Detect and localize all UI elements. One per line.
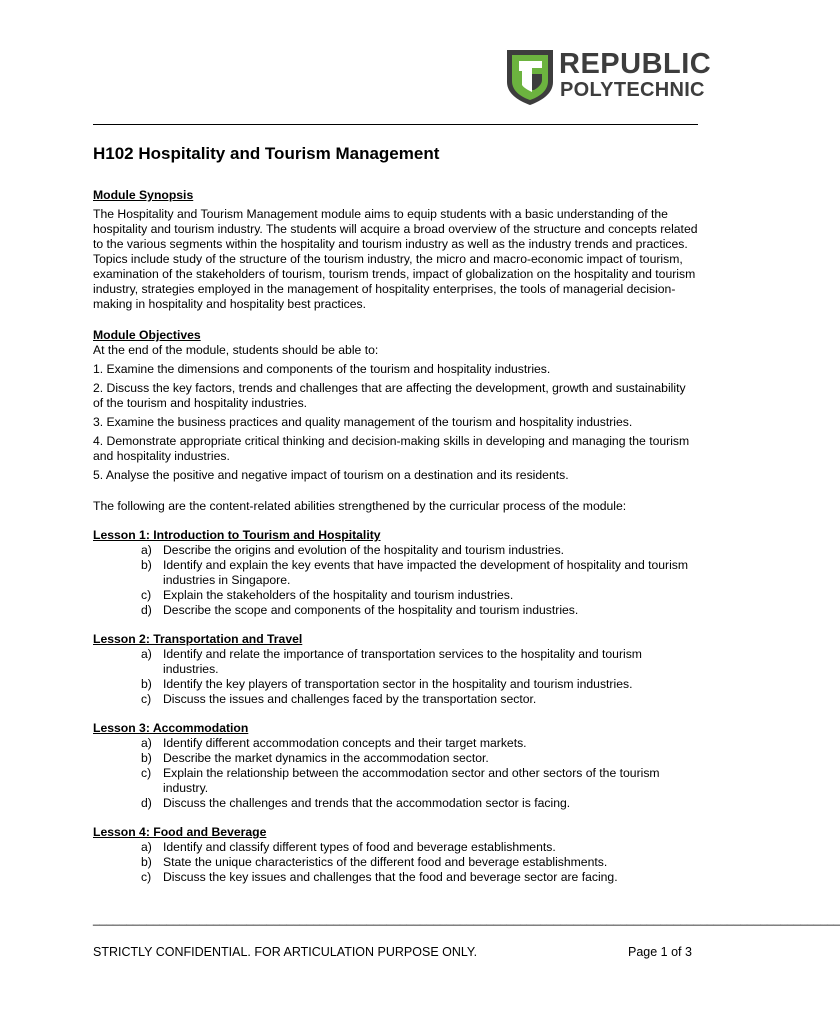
- list-marker: a): [141, 736, 152, 750]
- list-marker: b): [141, 751, 152, 765]
- lesson-list: [93, 736, 698, 811]
- abilities-intro: The following are the content-related abilities strengthened by the curricular process of the module:: [93, 499, 627, 513]
- list-marker: b): [141, 558, 152, 572]
- list-marker: c): [141, 588, 152, 602]
- footer-divider: ________________________________________________________________________________________________________________: [93, 912, 840, 926]
- lesson-list: [93, 543, 698, 618]
- list-item: [93, 736, 698, 751]
- list-item-text: Identify and explain the key events that have impacted the development of hospitality and tourism industries in Singapore.: [163, 558, 689, 587]
- lesson-list: [93, 840, 698, 885]
- list-marker: c): [141, 766, 152, 780]
- list-item-text: Explain the relationship between the accommodation sector and other sectors of the tourism industry.: [163, 766, 660, 795]
- list-marker: a): [141, 647, 152, 661]
- list-item: [93, 766, 698, 796]
- list-marker: b): [141, 855, 152, 869]
- list-item-text: Describe the scope and components of the hospitality and tourism industries.: [163, 603, 579, 617]
- list-item: [93, 796, 698, 811]
- objective-item: 2. Discuss the key factors, trends and challenges that are affecting the development, growth and sustainability of the tourism and hospitality industries.: [93, 381, 686, 410]
- list-item: [93, 751, 698, 766]
- lesson-heading: Lesson 2: Transportation and Travel: [93, 632, 303, 646]
- list-item-text: Explain the stakeholders of the hospitality and tourism industries.: [163, 588, 514, 602]
- list-item-text: Discuss the key issues and challenges that the food and beverage sector are facing.: [163, 870, 618, 884]
- list-item: [93, 677, 698, 692]
- list-item-text: State the unique characteristics of the different food and beverage establishments.: [163, 855, 608, 869]
- header-divider: [93, 124, 698, 125]
- list-item: [93, 692, 698, 707]
- objective-item: 4. Demonstrate appropriate critical thinking and decision-making skills in developing and managing the tourism and hospitality industries.: [93, 434, 690, 463]
- lesson-heading: Lesson 3: Accommodation: [93, 721, 249, 735]
- list-item-text: Describe the market dynamics in the accommodation sector.: [163, 751, 489, 765]
- list-marker: a): [141, 840, 152, 854]
- objective-item: 5. Analyse the positive and negative impact of tourism on a destination and its residents.: [93, 468, 569, 482]
- list-item-text: Discuss the challenges and trends that the accommodation sector is facing.: [163, 796, 571, 810]
- synopsis-heading: Module Synopsis: [93, 188, 194, 202]
- list-item-text: Identify the key players of transportation sector in the hospitality and tourism industries.: [163, 677, 633, 691]
- list-item-text: Identify different accommodation concepts and their target markets.: [163, 736, 527, 750]
- lesson-heading: Lesson 4: Food and Beverage: [93, 825, 267, 839]
- list-marker: c): [141, 692, 152, 706]
- list-item: [93, 647, 698, 677]
- logo-text-polytechnic: POLYTECHNIC: [560, 79, 705, 101]
- document-title: H102 Hospitality and Tourism Management: [93, 144, 440, 163]
- list-item-text: Discuss the issues and challenges faced by the transportation sector.: [163, 692, 537, 706]
- synopsis-text: The Hospitality and Tourism Management module aims to equip students with a basic understanding of the hospitality and tourism industry. The students will acquire a broad overview of the structure and concepts related to the various segments within the hospitality and tourism industry as well as the industry trends and practices. Topics include study of the structure of the tourism industry, the micro and macro-economic impact of tourism, examination of the stakeholders of tourism, tourism trends, impact of globalization on the hospitality and tourism industry, strategies employed in the management of hospitality enterprises, the tools of managerial decision-making in hospitality and hospitality best practices.: [93, 207, 698, 311]
- footer-page-number: Page 1 of 3: [628, 945, 692, 959]
- shield-logo-icon: [505, 48, 555, 106]
- objective-item: 3. Examine the business practices and quality management of the tourism and hospitality industries.: [93, 415, 633, 429]
- objective-item: 1. Examine the dimensions and components of the tourism and hospitality industries.: [93, 362, 551, 376]
- list-item: [93, 840, 698, 855]
- lesson-list: [93, 647, 698, 707]
- list-item: [93, 870, 698, 885]
- list-item-text: Identify and classify different types of food and beverage establishments.: [163, 840, 556, 854]
- objectives-intro: At the end of the module, students should be able to:: [93, 343, 379, 357]
- lesson-heading: Lesson 1: Introduction to Tourism and Hospitality: [93, 528, 381, 542]
- list-item: [93, 603, 698, 618]
- list-item: [93, 558, 698, 588]
- list-marker: c): [141, 870, 152, 884]
- list-item: [93, 588, 698, 603]
- list-marker: a): [141, 543, 152, 557]
- objectives-heading: Module Objectives: [93, 328, 201, 342]
- list-marker: d): [141, 796, 152, 810]
- republic-polytechnic-logo: [505, 48, 712, 106]
- footer-confidential-note: STRICTLY CONFIDENTIAL. FOR ARTICULATION PURPOSE ONLY.: [93, 945, 478, 959]
- list-item: [93, 543, 698, 558]
- list-marker: d): [141, 603, 152, 617]
- logo-text-republic: REPUBLIC: [559, 48, 712, 80]
- list-item-text: Identify and relate the importance of transportation services to the hospitality and tourism industries.: [163, 647, 642, 676]
- list-item: [93, 855, 698, 870]
- list-item-text: Describe the origins and evolution of the hospitality and tourism industries.: [163, 543, 565, 557]
- document-body: [93, 188, 698, 885]
- list-marker: b): [141, 677, 152, 691]
